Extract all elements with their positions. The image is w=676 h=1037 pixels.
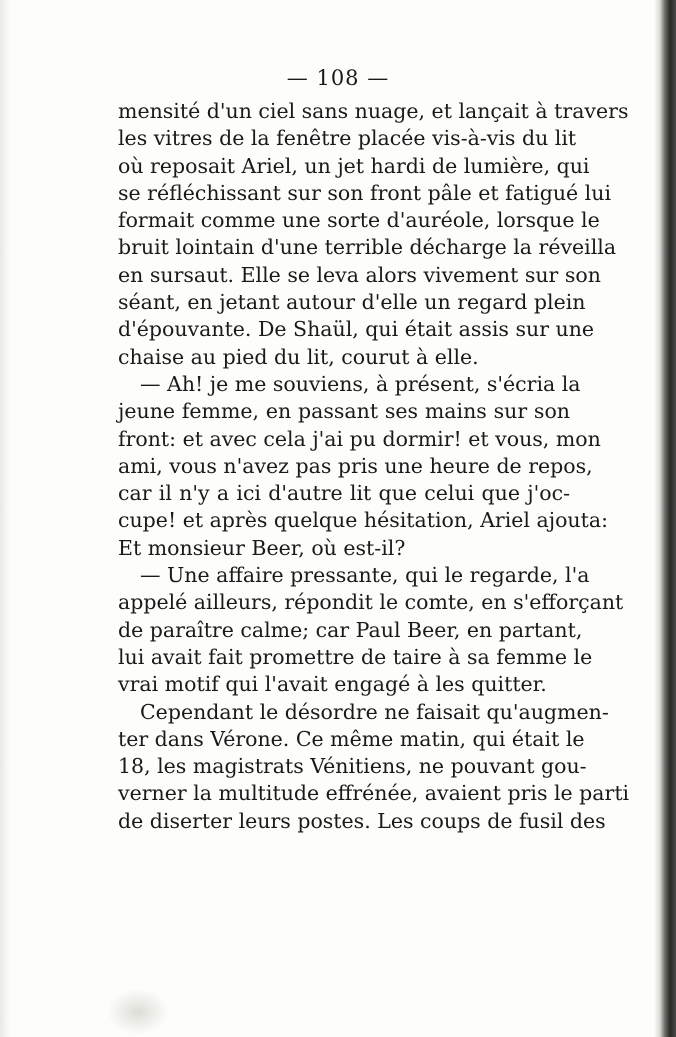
page-right-edge (654, 0, 676, 1037)
text-line: où reposait Ariel, un jet hardi de lumière, qui (118, 153, 590, 178)
text-line: cupe! et après quelque hésitation, Ariel ajouta: (118, 508, 608, 533)
page-number: — 108 — (286, 66, 390, 90)
text-line: — Ah! je me souviens, à présent, s'écria la (140, 371, 581, 396)
text-line: d'épouvante. De Shaül, qui était assis sur une (118, 317, 595, 342)
text-line: vrai motif qui l'avait engagé à les quitter. (118, 672, 547, 697)
paper-stain (108, 990, 168, 1034)
text-line: Cependant le désordre ne faisait qu'augmen- (140, 699, 609, 724)
text-line: lui avait fait promettre de taire à sa femme le (118, 644, 593, 669)
text-line: se réfléchissant sur son front pâle et fatigué lui (118, 180, 612, 205)
text-line: bruit lointain d'une terrible décharge la réveilla (118, 235, 617, 260)
text-line: formait comme une sorte d'auréole, lorsque le (118, 208, 600, 233)
text-line: les vitres de la fenêtre placée vis-à-vis du lit (118, 126, 577, 151)
text-line: appelé ailleurs, répondit le comte, en s'efforçant (118, 590, 624, 615)
text-line: ter dans Vérone. Ce même matin, qui était le (118, 726, 585, 751)
text-line: 18, les magistrats Vénitiens, ne pouvant gou- (118, 754, 587, 779)
text-line: front: et avec cela j'ai pu dormir! et vous, mon (118, 426, 601, 451)
text-line: chaise au pied du lit, courut à elle. (118, 344, 479, 369)
text-line: de paraître calme; car Paul Beer, en partant, (118, 617, 583, 642)
text-line: ami, vous n'avez pas pris une heure de repos, (118, 453, 593, 478)
text-line: séant, en jetant autour d'elle un regard plein (118, 290, 586, 315)
text-line: — Une affaire pressante, qui le regarde, l'a (140, 563, 590, 588)
text-line: car il n'y a ici d'autre lit que celui que j'oc- (118, 481, 570, 506)
text-line: mensité d'un ciel sans nuage, et lançait à travers (118, 99, 629, 123)
text-line: Et monsieur Beer, où est-il? (118, 535, 406, 560)
text-line: de diserter leurs postes. Les coups de fusil des (118, 808, 606, 833)
body-text (118, 98, 630, 835)
text-line: verner la multitude effrénée, avaient pris le parti (118, 781, 630, 806)
page-left-edge (0, 0, 10, 1037)
text-line: jeune femme, en passant ses mains sur son (118, 399, 570, 424)
text-line: en sursaut. Elle se leva alors vivement sur son (118, 262, 601, 287)
